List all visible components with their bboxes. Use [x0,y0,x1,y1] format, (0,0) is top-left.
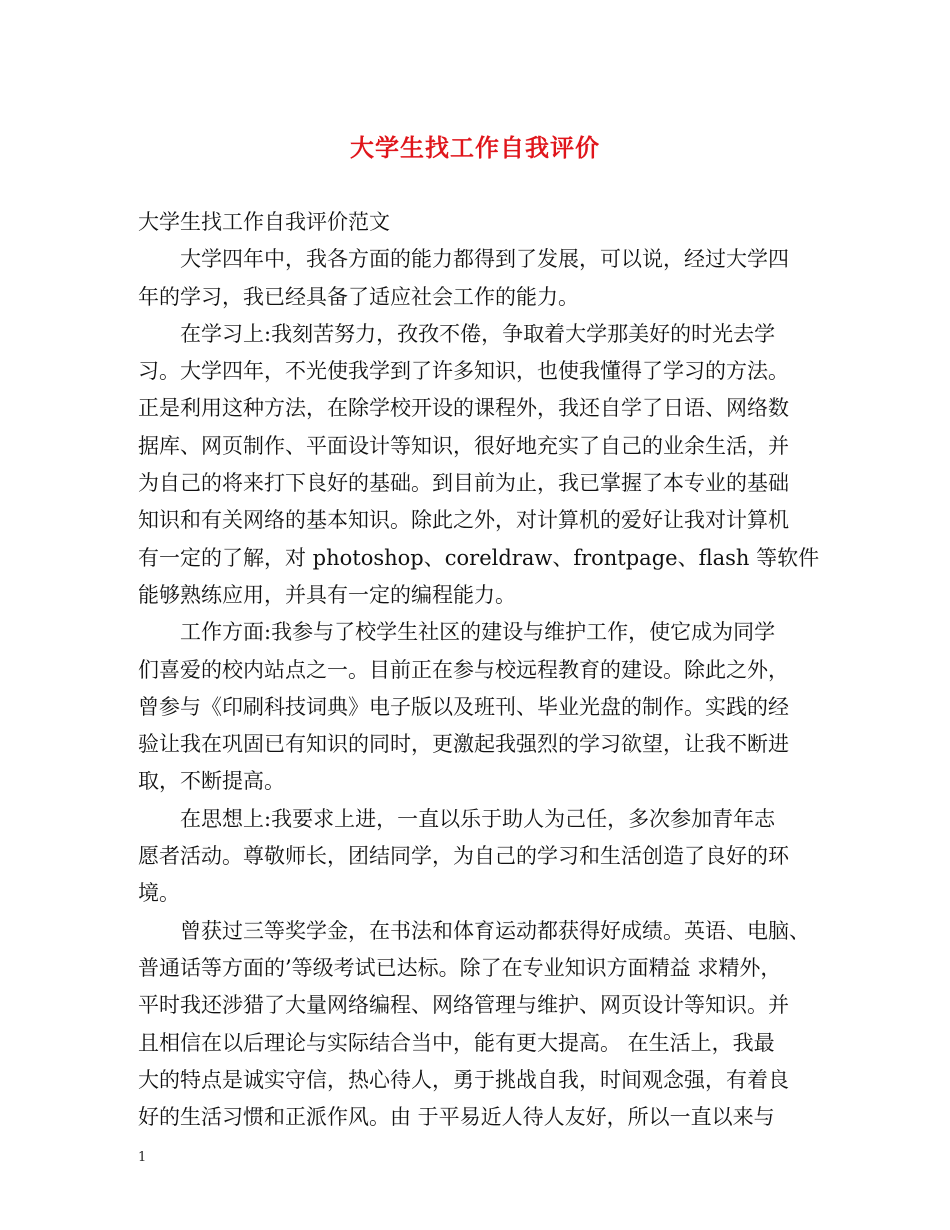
text-line: 大的特点是诚实守信，热心待人，勇于挑战自我，时间观念强，有着良 [138,1067,789,1092]
text-line: 年的学习，我已经具备了适应社会工作的能力。 [138,284,579,309]
text-line: 们喜爱的校内站点之一。目前正在参与校远程教育的建设。除此之外， [138,657,789,682]
text-line: 大学四年中，我各方面的能力都得到了发展，可以说，经过大学四 [180,247,789,272]
text-line: 平时我还涉猎了大量网络编程、网络管理与维护、网页设计等知识。并 [138,993,789,1018]
text-line: 普通话等方面的’等级考试已达标。除了在专业知识方面精益 求精外， [138,955,782,980]
text-line: 且相信在以后理论与实际结合当中，能有更大提高。 在生活上，我最 [138,1030,775,1055]
text-line: 有一定的了解，对 photoshop、coreldraw、frontpage、flash 等软件 [138,545,820,570]
document-body [138,204,828,1136]
text-line: 知识和有关网络的基本知识。除此之外，对计算机的爱好让我对计算机 [138,508,789,533]
text-line: 正是利用这种方法，在除学校开设的课程外，我还自学了日语、网络数 [138,396,789,421]
text-line: 境。 [138,881,180,906]
text-line: 曾获过三等奖学金，在书法和体育运动都获得好成绩。英语、电脑、 [180,918,810,943]
text-line: 曾参与《印刷科技词典》电子版以及班刊、毕业光盘的制作。实践的经 [138,694,789,719]
document-title: 大学生找工作自我评价 [350,133,600,162]
text-line: 好的生活习惯和正派作风。由 于平易近人待人友好，所以一直以来与 [138,1105,775,1130]
page-number: 1 [138,1150,147,1165]
text-line: 取，不断提高。 [138,769,285,794]
text-line: 在学习上:我刻苦努力，孜孜不倦，争取着大学那美好的时光去学 [180,321,776,346]
text-line: 愿者活动。尊敬师长，团结同学，为自己的学习和生活创造了良好的环 [138,844,789,869]
text-line: 据库、网页制作、平面设计等知识，很好地充实了自己的业余生活，并 [138,433,789,458]
text-line: 能够熟练应用，并具有一定的编程能力。 [138,582,516,607]
text-line: 工作方面:我参与了校学生社区的建设与维护工作，使它成为同学 [180,620,776,645]
text-line: 在思想上:我要求上进，一直以乐于助人为己任，多次参加青年志 [180,806,776,831]
text-line: 大学生找工作自我评价范文 [138,210,390,234]
text-line: 为自己的将来打下良好的基础。到目前为止，我已掌握了本专业的基础 [138,471,789,496]
text-line: 验让我在巩固已有知识的同时，更激起我强烈的学习欲望，让我不断进 [138,732,789,757]
text-line: 习。大学四年，不光使我学到了许多知识，也使我懂得了学习的方法。 [138,359,789,384]
